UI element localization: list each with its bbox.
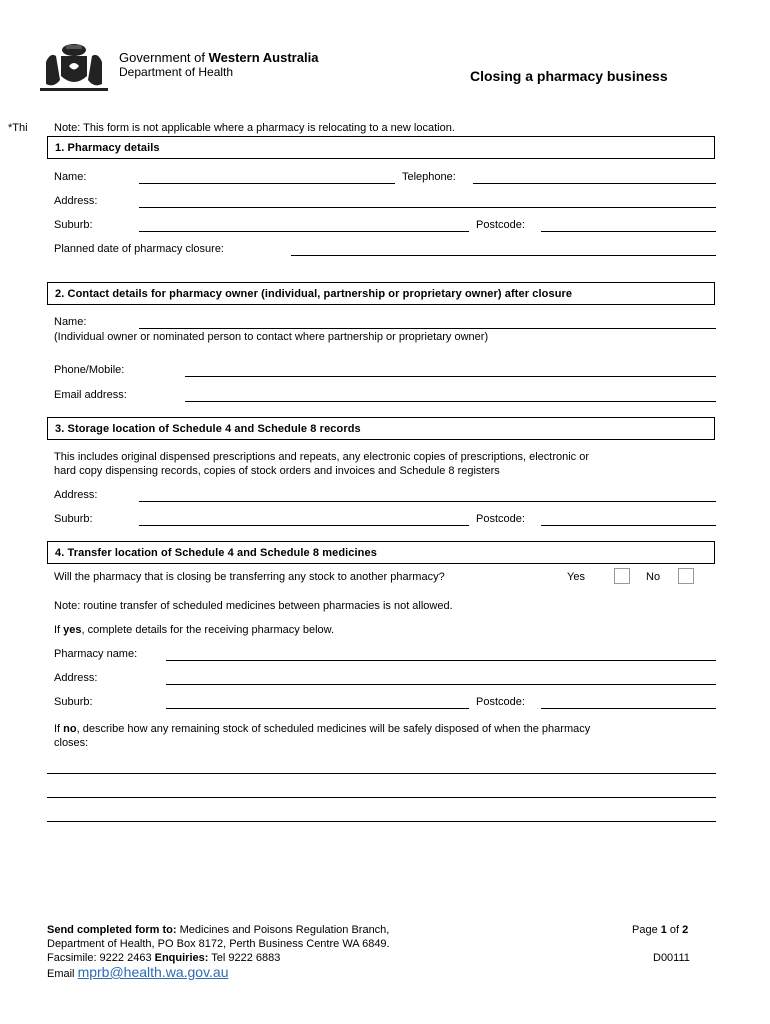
receiving-suburb-field[interactable] — [166, 708, 469, 709]
relocation-note: Note: This form is not applicable where a pharmacy is relocating to a new location. — [54, 122, 455, 134]
disposal-field-line2[interactable] — [47, 797, 716, 798]
receiving-address-label: Address: — [54, 672, 98, 684]
section3-header: 3. Storage location of Schedule 4 and Schedule 8 records — [47, 417, 715, 440]
receiving-postcode-field[interactable] — [541, 708, 716, 709]
telephone-field[interactable] — [473, 183, 716, 184]
address-label: Address: — [54, 195, 98, 207]
records-description-line1: This includes original dispensed prescriptions and repeats, any electronic copies of prescriptions, electronic or — [54, 451, 589, 463]
yes-label: Yes — [567, 571, 585, 583]
no-label: No — [646, 571, 661, 583]
if-no-instruction: If no, describe how any remaining stock of scheduled medicines will be safely disposed of when the pharmacy — [54, 723, 591, 735]
records-suburb-field[interactable] — [139, 525, 469, 526]
email-field[interactable] — [185, 401, 716, 402]
receiving-address-field[interactable] — [166, 684, 716, 685]
postcode-label: Postcode: — [476, 219, 525, 231]
form-title: Closing a pharmacy business — [470, 68, 668, 84]
owner-name-field[interactable] — [139, 328, 716, 329]
section1-header: 1. Pharmacy details — [47, 136, 715, 159]
page-number: Page 1 of 2 — [632, 924, 689, 936]
records-suburb-label: Suburb: — [54, 513, 93, 525]
transfer-question: Will the pharmacy that is closing be transferring any stock to another pharmacy? — [54, 571, 445, 583]
owner-name-label: Name: — [54, 316, 87, 328]
postcode-field[interactable] — [541, 231, 716, 232]
email-link[interactable]: mprb@health.wa.gov.au — [77, 964, 229, 980]
records-postcode-field[interactable] — [541, 525, 716, 526]
pharmacy-name-label: Pharmacy name: — [54, 648, 138, 660]
phone-label: Phone/Mobile: — [54, 364, 125, 376]
records-address-field[interactable] — [139, 501, 716, 502]
section4-header: 4. Transfer location of Schedule 4 and Schedule 8 medicines — [47, 541, 715, 564]
document-code: D00111 — [653, 952, 690, 964]
send-to-line: Send completed form to: Medicines and Poisons Regulation Branch, — [47, 924, 390, 936]
crest-logo — [36, 40, 112, 96]
email-line: Email mprb@health.wa.gov.au — [47, 964, 229, 980]
no-checkbox[interactable] — [678, 568, 694, 584]
if-no-instruction-line2: closes: — [54, 737, 89, 749]
address-field[interactable] — [139, 207, 716, 208]
records-address-label: Address: — [54, 489, 98, 501]
yes-checkbox[interactable] — [614, 568, 630, 584]
pharmacy-name-field[interactable] — [166, 660, 716, 661]
records-description-line2: hard copy dispensing records, copies of stock orders and invoices and Schedule 8 registers — [54, 465, 500, 477]
coat-of-arms-icon — [36, 40, 112, 96]
section2-header: 2. Contact details for pharmacy owner (individual, partnership or proprietary owner) after closure — [47, 282, 715, 305]
disposal-field-line1[interactable] — [47, 773, 716, 774]
closure-date-field[interactable] — [291, 255, 716, 256]
telephone-label: Telephone: — [402, 171, 456, 183]
records-postcode-label: Postcode: — [476, 513, 525, 525]
fax-enquiries: Facsimile: 9222 2463 Enquiries: Tel 9222 6883 — [47, 952, 281, 964]
phone-field[interactable] — [185, 376, 716, 377]
receiving-postcode-label: Postcode: — [476, 696, 525, 708]
suburb-field[interactable] — [139, 231, 469, 232]
name-label: Name: — [54, 171, 87, 183]
margin-text: *Thi — [8, 122, 28, 134]
transfer-note: Note: routine transfer of scheduled medicines between pharmacies is not allowed. — [54, 600, 453, 612]
owner-name-hint: (Individual owner or nominated person to contact where partnership or proprietary owner) — [54, 331, 489, 343]
closure-date-label: Planned date of pharmacy closure: — [54, 243, 224, 255]
disposal-field-line3[interactable] — [47, 821, 716, 822]
if-yes-instruction: If yes, complete details for the receiving pharmacy below. — [54, 624, 335, 636]
receiving-suburb-label: Suburb: — [54, 696, 93, 708]
postal-address: Department of Health, PO Box 8172, Perth Business Centre WA 6849. — [47, 938, 390, 950]
email-label: Email address: — [54, 389, 127, 401]
org-name: Government of Western Australia — [119, 50, 319, 65]
department-name: Department of Health — [119, 65, 234, 79]
suburb-label: Suburb: — [54, 219, 93, 231]
name-field[interactable] — [139, 183, 395, 184]
